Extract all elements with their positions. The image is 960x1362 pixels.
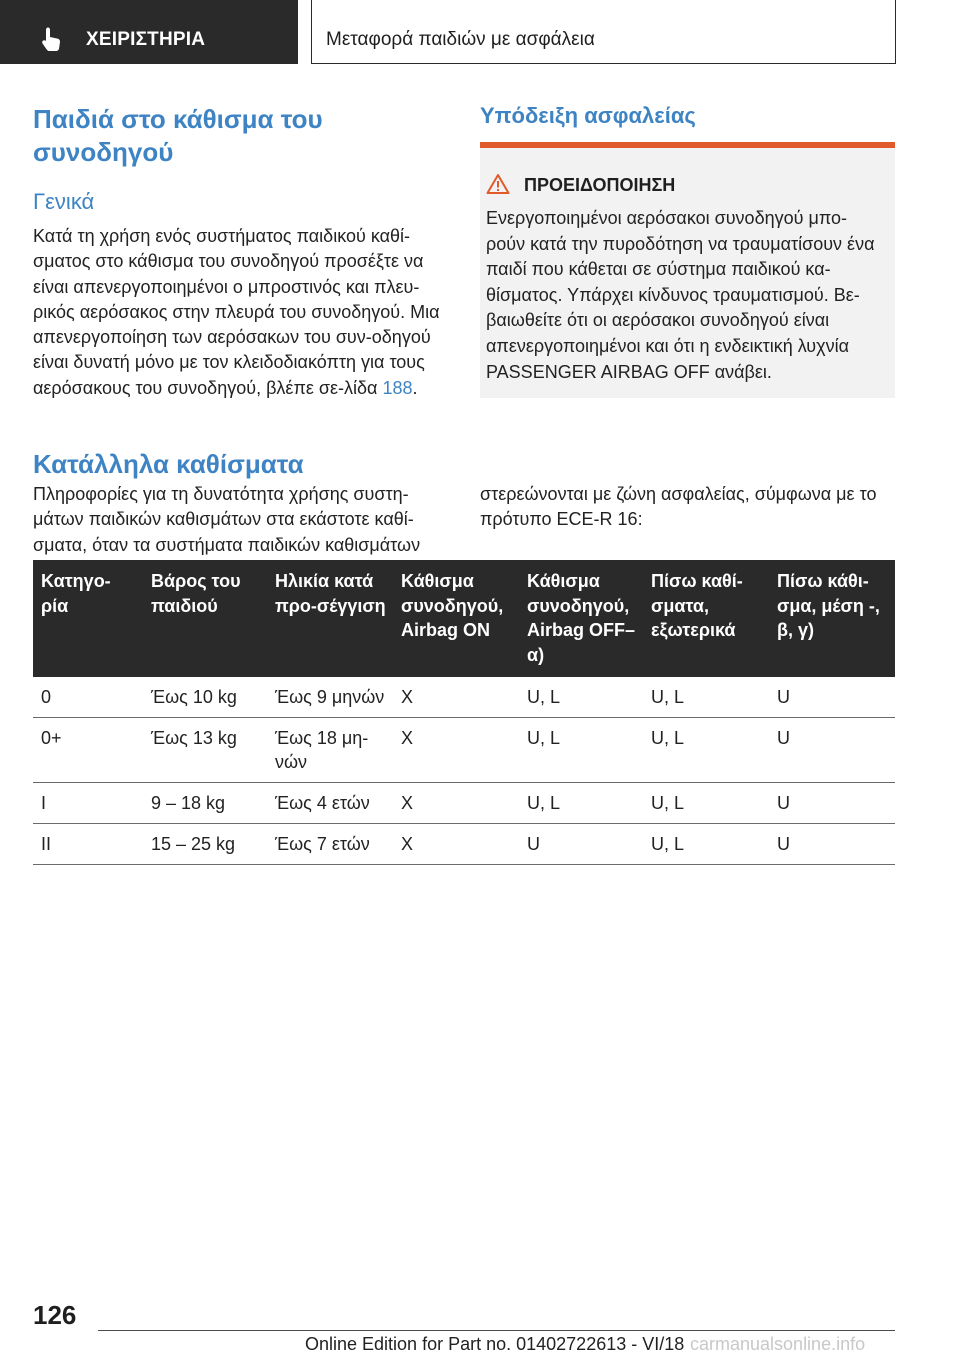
table-row	[33, 783, 895, 824]
page-header	[0, 0, 960, 66]
hand-pointer-icon	[40, 26, 64, 52]
manual-section-tab	[0, 0, 298, 64]
table-row	[33, 718, 895, 783]
table-header-cell: Βάρος του παιδιού	[143, 560, 267, 677]
table-row	[33, 824, 895, 865]
suitable-seats-text-left: Πληροφορίες για τη δυνατότητα χρήσης συστη-μάτων παιδικών καθισμάτων στα εκάστοτε καθί-σματα, όταν τα συστήματα παιδικών καθισμάτων	[33, 484, 421, 555]
suitable-seats-text-right: στερεώνονται με ζώνη ασφαλείας, σύμφωνα με το πρότυπο ECE-R 16:	[480, 484, 877, 530]
warning-label: ΠΡΟΕΙΔΟΠΟΙΗΣΗ	[524, 175, 676, 195]
general-text: Κατά τη χρήση ενός συστήματος παιδικού καθί-σματος στο κάθισμα του συνοδηγού προσέξτε να είναι απενεργοποιημένοι ο μπροστινός και πλευ-ρικός αερόσακος στην πλευρά του συνοδηγού. Μια απενεργοποίηση των αερόσακων του συν-οδηγού είναι δυνατή μόνο με τον κλειδοδιακόπτη για τους αερόσακους του συνοδηγού, βλέπε σε-λίδα	[33, 226, 440, 398]
table-cell: U, L	[643, 677, 769, 718]
safety-note-title: Υπόδειξη ασφαλείας	[480, 103, 696, 128]
table-cell: U, L	[519, 783, 643, 824]
table-cell: Έως 10 kg	[143, 677, 267, 718]
section-title-suitable-seats: Κατάλληλα καθίσματα	[33, 449, 304, 479]
warning-box	[480, 142, 895, 398]
table-cell: U, L	[519, 718, 643, 783]
general-paragraph	[33, 224, 453, 401]
table-header-cell: Ηλικία κατά προ-σέγγιση	[267, 560, 393, 677]
table-cell: Έως 18 μη-νών	[267, 718, 393, 783]
table-header-cell: Πίσω κάθι-σμα, μέση -, β, γ)	[769, 560, 895, 677]
warning-text: Ενεργοποιημένοι αερόσακοι συνοδηγού μπο-ρούν κατά την πυροδότηση να τραυματίσουν ένα παιδί που κάθεται σε σύστημα παιδικού κα-θίσματος. Υπάρχει κίνδυνος τραυματισμού. Βε-βαιωθείτε ότι οι αερόσακοι συνοδηγού είναι απενεργοποιημένοι και ότι η ενδεικτική λυχνία PASSENGER AIRBAG OFF ανάβει.	[486, 208, 875, 382]
table-cell: X	[393, 783, 519, 824]
table-cell: Έως 7 ετών	[267, 824, 393, 865]
table-cell: U, L	[643, 783, 769, 824]
table-cell: U	[769, 824, 895, 865]
manual-label: ΧΕΙΡΙΣΤΗΡΙΑ	[86, 29, 206, 50]
warning-triangle-icon	[486, 173, 510, 195]
table-row	[33, 677, 895, 718]
table-cell: 0	[33, 677, 143, 718]
table-header-row	[33, 560, 895, 677]
table-cell: U, L	[519, 677, 643, 718]
table-cell: 0+	[33, 718, 143, 783]
chapter-tab	[311, 0, 896, 64]
table-cell: U	[769, 677, 895, 718]
table-cell: Έως 13 kg	[143, 718, 267, 783]
table-cell: II	[33, 824, 143, 865]
table-header-cell: Κάθισμα συνοδηγού, Airbag OFF– α)	[519, 560, 643, 677]
table-cell: U	[769, 783, 895, 824]
page-number: 126	[33, 1300, 77, 1330]
footer-divider	[98, 1330, 895, 1331]
subsection-title-general: Γενικά	[33, 189, 95, 214]
table-cell: Έως 4 ετών	[267, 783, 393, 824]
table-cell: X	[393, 824, 519, 865]
section-title-child-passenger-seat: Παιδιά στο κάθισμα του συνοδηγού	[33, 104, 323, 167]
table-cell: U, L	[643, 718, 769, 783]
table-cell: X	[393, 677, 519, 718]
chapter-title: Μεταφορά παιδιών με ασφάλεια	[326, 29, 595, 50]
general-text-end: .	[412, 377, 418, 398]
watermark: carmanualsonline.info	[690, 1334, 866, 1354]
table-cell: 9 – 18 kg	[143, 783, 267, 824]
table-cell: U	[519, 824, 643, 865]
table-cell: Έως 9 μηνών	[267, 677, 393, 718]
table-header-cell: Κατηγο-ρία	[33, 560, 143, 677]
edition-text: Online Edition for Part no. 01402722613 - VI/18	[305, 1334, 685, 1354]
table-header-cell: Πίσω καθί-σματα, εξωτερικά	[643, 560, 769, 677]
table-cell: U, L	[643, 824, 769, 865]
child-seat-suitability-table	[33, 560, 895, 865]
table-cell: I	[33, 783, 143, 824]
table-cell: 15 – 25 kg	[143, 824, 267, 865]
page-reference-link[interactable]: 188	[382, 377, 413, 398]
table-cell: X	[393, 718, 519, 783]
table-cell: U	[769, 718, 895, 783]
table-header-cell: Κάθισμα συνοδηγού, Airbag ON	[393, 560, 519, 677]
